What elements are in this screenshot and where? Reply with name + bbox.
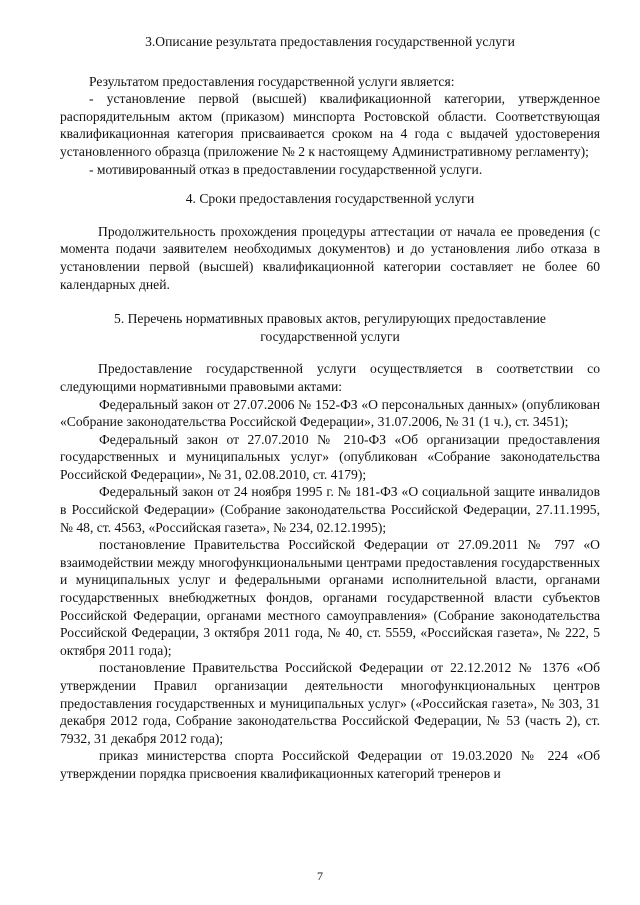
legal-act-item: постановление Правительства Российской Федерации от 27.09.2011 № 797 «О взаимодействии между многофункциональными центрами предоставления государственных и муниципальных услуг и федеральными органами исполнительной власти, органами государственных внебюджетных фондов, органами государственной власти субъектов Российской Федерации, органами местного самоуправления» (Собрание законодательства Российской Федерации, 3 октября 2011 года, № 40, ст. 5559, «Российская газета», № 222, 5 октября 2011 года); <box>60 537 600 658</box>
legal-act-item: приказ министерства спорта Российской Федерации от 19.03.2020 № 224 «Об утверждении порядка присвоения квалификационных категорий тренеров и <box>60 748 600 781</box>
section-3-item-2: - мотивированный отказ в предоставлении государственной услуги. <box>89 161 483 177</box>
legal-act-item: Федеральный закон от 24 ноября 1995 г. № 181-ФЗ «О социальной защите инвалидов в Российской Федерации» (Собрание законодательства Российской Федерации, 27.11.1995, № 48, ст. 4563, «Российская газета», № 234, 02.12.1995); <box>60 484 600 535</box>
legal-act-item: Федеральный закон от 27.07.2006 № 152-ФЗ «О персональных данных» (опубликован «Собрание законодательства Российской Федерации», 31.07.2006, № 31 (1 ч.), ст. 3451); <box>60 396 600 430</box>
page-number: 7 <box>317 869 323 883</box>
legal-act-item: постановление Правительства Российской Федерации от 22.12.2012 № 1376 «Об утверждении Правил организации деятельности многофункциональных центров предоставления государственных и муниципальных услуг» («Российская газета», № 303, 31 декабря 2012 года, Собрание законодательства Российской Федерации, № 53 (часть 2), ст. 7932, 31 декабря 2012 года); <box>60 660 600 746</box>
legal-act-item: Федеральный закон от 27.07.2010 № 210-ФЗ «Об организации предоставления государственных и муниципальных услуг» (опубликован «Собрание законодательства Российской Федерации», № 31, 02.08.2010, ст. 4179); <box>60 431 600 482</box>
section-3-intro: Результатом предоставления государственной услуги является: <box>89 73 455 89</box>
section-5-heading-line-1: 5. Перечень нормативных правовых актов, регулирующих предоставление <box>114 311 546 327</box>
page-content <box>60 33 600 783</box>
section-4-heading: 4. Сроки предоставления государственной услуги <box>185 191 475 207</box>
section-5-heading-line-2: государственной услуги <box>260 328 400 344</box>
section-3-heading: 3.Описание результата предоставления государственной услуги <box>145 34 515 49</box>
section-3-item-1: - установление первой (высшей) квалификационной категории, утвержденное распорядительным актом (приказом) минспорта Ростовской области. Соответствующая квалификационная категория присваивается сроком на 4 года с выдачей удостоверения установленного образца (приложение № 2 к настоящему Административному регламенту); <box>60 91 600 159</box>
section-5-intro: Предоставление государственной услуги осуществляется в соответствии со следующими нормативными правовыми актами: <box>60 361 600 394</box>
section-4-text: Продолжительность прохождения процедуры аттестации от начала ее проведения (с момента подачи заявителем необходимых документов) и до установления либо отказа в установлении первой (высшей) квалификационной категории составляет не более 60 календарных дней. <box>60 223 600 292</box>
section-5-heading <box>60 310 600 345</box>
